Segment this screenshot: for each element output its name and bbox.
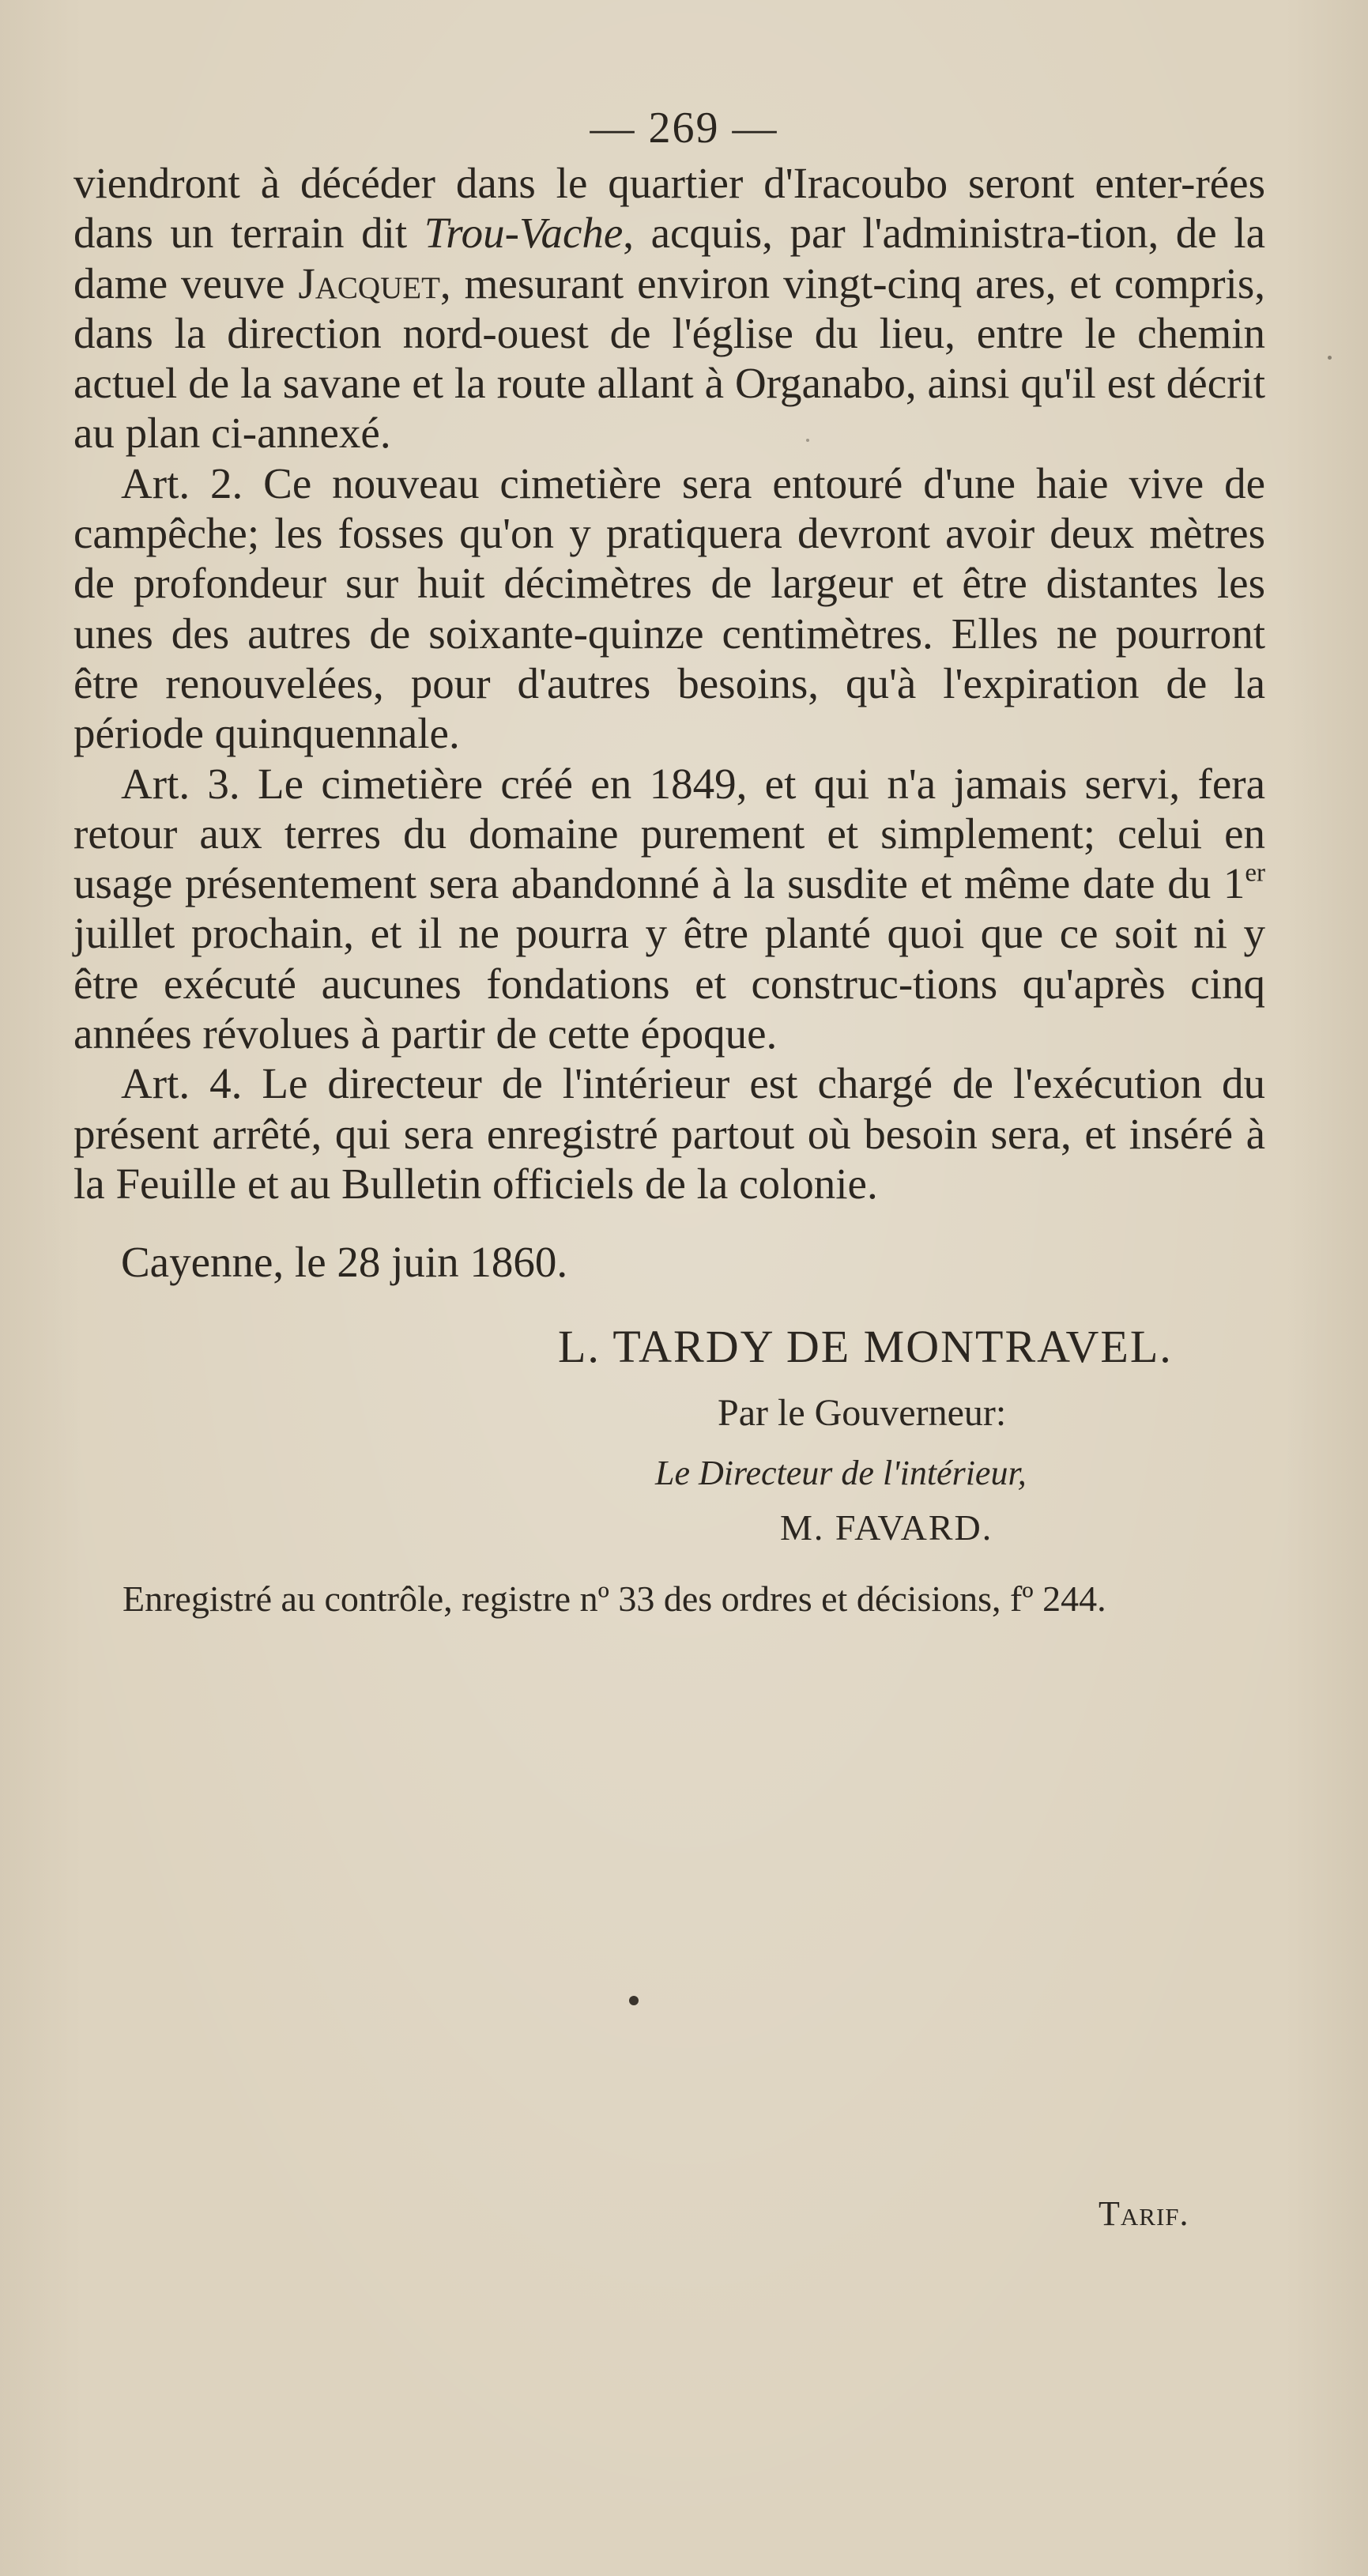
- page-number: — 269 —: [590, 104, 778, 153]
- p3-superscript: er: [1245, 858, 1265, 888]
- directeur-title: Le Directeur de l'intérieur,: [655, 1454, 1027, 1492]
- p3-text-start: Art. 3. Le cimetière créé en 1849, et qui n'a jamais servi, fera retour aux terres du domaine purement et simplement; celui en usage présentement sera abandonné à la susdite et même date du 1: [73, 759, 1265, 908]
- p3-text-end: juillet prochain, et il ne pourra y être planté quoi que ce soit ni y être exécuté aucunes fondations et construc-tions qu'après cinq années révolues à partir de cette époque.: [73, 909, 1265, 1058]
- article-2: Art. 2. Ce nouveau cimetière sera entouré d'une haie vive de campêche; les fosses qu'on y pratiquera devront avoir deux mètres de profondeur sur huit décimètres de largeur et être distantes les unes des autres de soixante-quinze centimètres. Elles ne pourront être renouvelées, pour d'autres besoins, qu'à l'expiration de la période quinquennale.: [73, 458, 1265, 758]
- p1-person-name: Jacquet: [298, 258, 440, 307]
- par-le-gouverneur: Par le Gouverneur:: [718, 1392, 1007, 1434]
- p1-text-start: viendront à décéder dans le quartier d'Iracoubo seront enter-rées dans un terrain dit: [73, 159, 1265, 258]
- paragraph-continuation: [73, 158, 1265, 458]
- date-line: Cayenne, le 28 juin 1860.: [121, 1238, 568, 1286]
- ink-speck: [629, 1996, 639, 2005]
- p1-text-middle: , acquis, par l'administra-tion, de la dame veuve: [73, 209, 1265, 307]
- director-signature: M. FAVARD.: [780, 1507, 993, 1548]
- ink-speck: [1328, 356, 1332, 360]
- catchword: Tarif.: [1099, 2194, 1189, 2233]
- p1-place-name: Trou-Vache: [424, 209, 624, 258]
- article-3: [73, 759, 1265, 1059]
- governor-signature: L. TARDY DE MONTRAVEL.: [558, 1321, 1173, 1372]
- ink-speck: [806, 439, 809, 442]
- registration-note: Enregistré au contrôle, registre nº 33 des ordres et décisions, fº 244.: [122, 1578, 1106, 1619]
- p1-text-end: , mesurant environ vingt-cinq ares, et compris, dans la direction nord-ouest de l'église du lieu, entre le chemin actuel de la savane et la route allant à Organabo, ainsi qu'il est décrit au plan ci-annexé.: [73, 258, 1265, 458]
- body-text: [73, 158, 1265, 1209]
- article-4: Art. 4. Le directeur de l'intérieur est chargé de l'exécution du présent arrêté, qui sera enregistré partout où besoin sera, et inséré à la Feuille et au Bulletin officiels de la colonie.: [73, 1059, 1265, 1208]
